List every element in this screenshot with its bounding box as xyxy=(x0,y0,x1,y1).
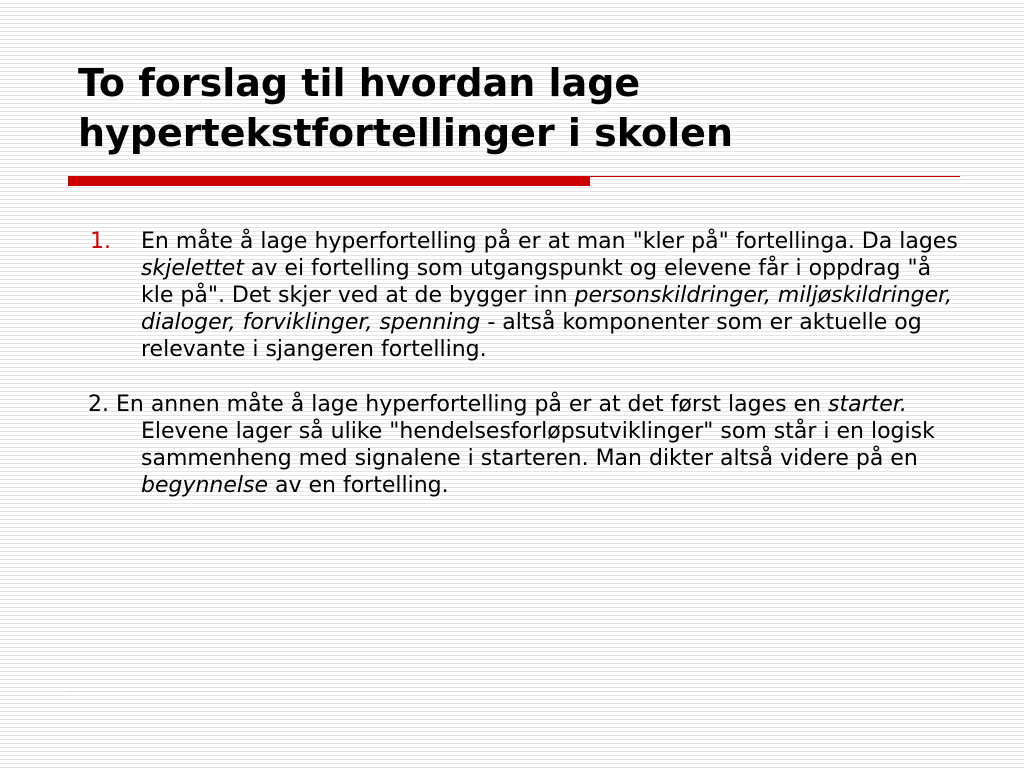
list-item-1-text-c: - altså komponenter som er aktuelle og relevante i sjangeren fortelling. xyxy=(141,310,922,362)
list-item-1-text-a: En måte å lage hyperfortelling på er at man "kler på" fortellinga. Da lages xyxy=(141,229,958,254)
slide-title-line-2: hypertekstfortellinger i skolen xyxy=(78,111,733,155)
list-item-1-number: 1. xyxy=(90,229,111,254)
list-item-2-text-a: 2. En annen måte å lage hyperfortelling på er at det først lages en xyxy=(88,392,829,417)
list-item-2 xyxy=(88,391,968,499)
footer-divider xyxy=(68,691,958,692)
list-item-2-emphasis-a: starter. xyxy=(828,392,907,417)
list-item-2-emphasis-b: begynnelse xyxy=(141,473,269,498)
title-underline-thin xyxy=(590,176,960,177)
slide-title xyxy=(78,58,978,158)
slide-body xyxy=(88,228,968,499)
list-item-1-emphasis-b: personskildringer, miljøskildringer, dialoger, forviklinger, spenning xyxy=(141,283,953,335)
slide-title-line-1: To forslag til hvordan lage xyxy=(78,61,641,105)
list-item-2-text-b: Elevene lager så ulike "hendelsesforløpsutviklinger" som står i en logisk sammenheng med signalene i starteren. Man dikter altså videre på en xyxy=(141,419,935,471)
list-item-1-text-b: av ei fortelling som utgangspunkt og elevene får i oppdrag "å kle på". Det skjer ved at de bygger inn xyxy=(141,256,932,308)
list-item-2-text-c: av en fortelling. xyxy=(268,473,449,498)
list-item-1 xyxy=(88,228,968,363)
list-item-1-emphasis-a: skjelettet xyxy=(141,256,244,281)
title-underline-thick xyxy=(68,176,590,186)
